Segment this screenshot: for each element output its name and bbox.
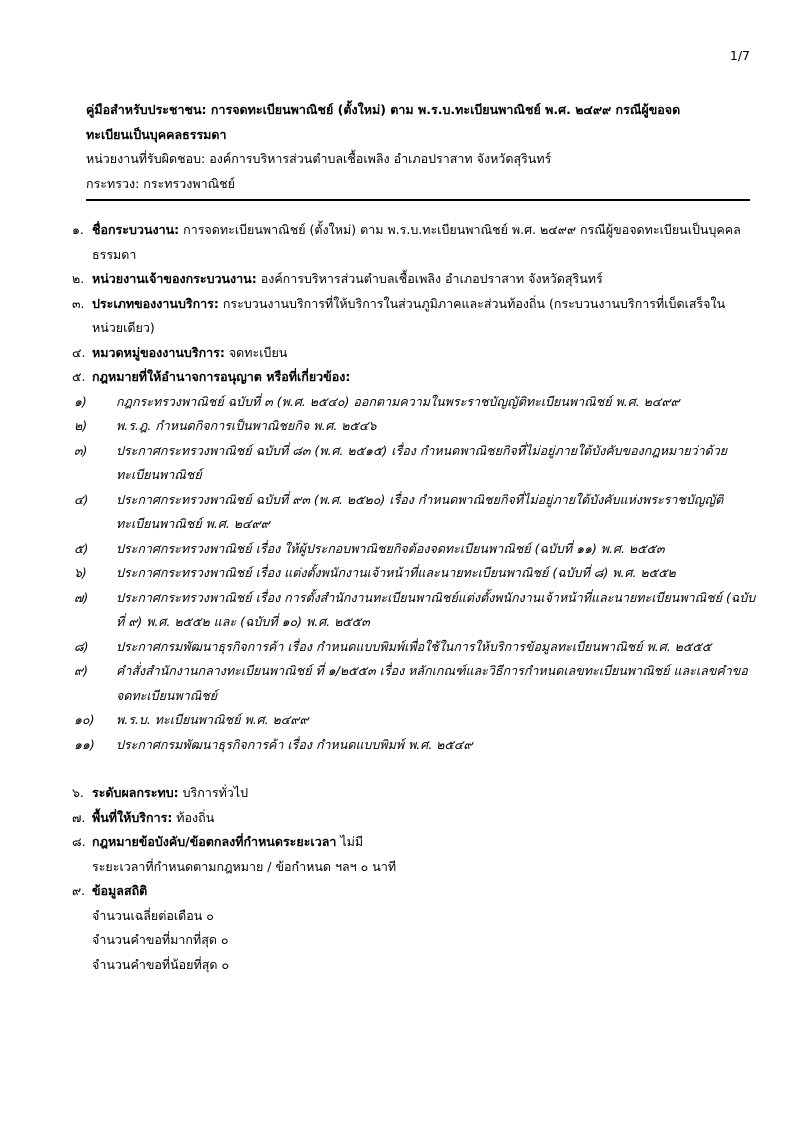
item-number: ๓. [72,295,85,311]
item-number: ๙. [72,883,86,898]
ministry: กระทรวง: กระทรวงพาณิชย์ [86,175,235,191]
law-item [72,390,756,415]
law-item [72,708,756,733]
stat-max: จำนวนคำขอที่มากที่สุด ๐ [92,932,229,947]
page-number: 1/7 [729,48,750,63]
stat-min: จำนวนคำขอที่น้อยที่สุด ๐ [92,956,230,972]
law-number: ๑๐) [74,712,95,727]
law-text: กฎกระทรวงพาณิชย์ ฉบับที่ ๓ (พ.ศ. ๒๕๔๐) ออกตามความในพระราชบัญญัติทะเบียนพาณิชย์ พ.ศ. ๒๔๙๙ [116,393,680,409]
law-number: ๖) [74,565,87,580]
law-text: ประกาศกรมพัฒนาธุรกิจการค้า เรื่อง กำหนดแบบพิมพ์เพื่อใช้ในการให้บริการข้อมูลทะเบียนพาณิชย์ พ.ศ. ๒๕๕๕ [116,638,712,654]
law-list [72,390,756,758]
item-impact-level [72,781,756,806]
item-label: ข้อมูลสถิติ [92,883,148,898]
item-value: จดทะเบียน [224,344,288,360]
law-item [72,439,756,488]
law-number: ๑๑) [74,736,95,752]
law-item [72,488,756,537]
item-number: ๗. [72,809,86,825]
item-owner-agency [72,267,756,292]
spacer [72,757,756,781]
item-related-laws [72,365,756,390]
item-number: ๑. [72,222,84,237]
law-number: ๑) [74,393,87,409]
item-value: องค์การบริหารส่วนตำบลเชื้อเพลิง อำเภอปราสาท จังหวัดสุรินทร์ [256,271,603,286]
item-number: ๒. [72,271,85,286]
law-item [72,659,756,708]
header-divider [86,199,750,201]
law-item [72,561,756,586]
item-label: ระดับผลกระทบ: [92,785,179,800]
item-value: บริการทั่วไป [178,785,249,800]
item-value: ไม่มี [336,834,364,849]
item-value: การจดทะเบียนพาณิชย์ (ตั้งใหม่) ตาม พ.ร.บ.ทะเบียนพาณิชย์ พ.ศ. ๒๔๙๙ กรณีผู้ขอจดทะเบียนเป็นบุคคลธรรมดา [92,222,741,262]
law-text: ประกาศกระทรวงพาณิชย์ เรื่อง แต่งตั้งพนักงานเจ้าหน้าที่และนายทะเบียนพาณิชย์ (ฉบับที่ ๘) พ.ศ. ๒๕๕๒ [116,565,676,580]
item-time-regulation [72,830,756,879]
law-text: พ.ร.บ. ทะเบียนพาณิชย์ พ.ศ. ๒๔๙๙ [116,712,309,727]
item-label: กฎหมายข้อบังคับ/ข้อตกลงที่กำหนดระยะเวลา [92,834,337,849]
item-statistics [72,879,756,977]
law-item [72,586,756,635]
law-text: คำสั่งสำนักงานกลางทะเบียนพาณิชย์ ที่ ๑/๒๕๕๓ เรื่อง หลักเกณฑ์และวิธีการกำหนดเลขทะเบียนพาณิชย์ และเลขคำขอจดทะเบียนพาณิชย์ [116,663,748,703]
item-label: หมวดหมู่ของงานบริการ: [92,344,225,360]
law-number: ๓) [74,442,88,458]
law-text: ประกาศกรมพัฒนาธุรกิจการค้า เรื่อง กำหนดแบบพิมพ์ พ.ศ. ๒๕๔๙ [116,736,473,752]
law-text: ประกาศกระทรวงพาณิชย์ เรื่อง ให้ผู้ประกอบพาณิชยกิจต้องจดทะเบียนพาณิชย์ (ฉบับที่ ๑๑) พ.ศ. ๒๕๕๓ [116,540,665,556]
law-number: ๘) [74,638,89,654]
document-title-line-1: คู่มือสำหรับประชาชน: การจดทะเบียนพาณิชย์ (ตั้งใหม่) ตาม พ.ร.บ.ทะเบียนพาณิชย์ พ.ศ. ๒๔๙๙ กรณีผู้ขอจด [86,102,681,117]
law-text: พ.ร.ฎ. กำหนดกิจการเป็นพาณิชยกิจ พ.ศ. ๒๕๔๖ [116,418,377,433]
item-number: ๔. [72,344,86,360]
item-process-name [72,218,756,267]
document-items [72,218,756,977]
legal-duration: ระยะเวลาที่กำหนดตามกฎหมาย / ข้อกำหนด ฯลฯ ๐ นาที [92,858,397,874]
item-label: หน่วยงานเจ้าของกระบวนงาน: [92,271,257,286]
item-label: ชื่อกระบวนงาน: [92,222,180,237]
law-number: ๙) [74,663,89,678]
responsible-agency: หน่วยงานที่รับผิดชอบ: องค์การบริหารส่วนตำบลเชื้อเพลิง อำเภอปราสาท จังหวัดสุรินทร์ [86,151,552,166]
item-label: พื้นที่ให้บริการ: [92,809,173,825]
item-number: ๕. [72,369,86,384]
law-number: ๗) [74,589,89,605]
document-title-line-2: ทะเบียนเป็นบุคคลธรรมดา [86,126,227,142]
law-text: ประกาศกระทรวงพาณิชย์ เรื่อง การตั้งสำนักงานทะเบียนพาณิชย์แต่งตั้งพนักงานเจ้าหน้าที่และนายทะเบียนพาณิชย์ (ฉบับที่ ๙) พ.ศ. ๒๕๕๒ และ (ฉบับที่ ๑๐) พ.ศ. ๒๕๕๓ [116,589,756,629]
law-number: ๒) [74,418,88,433]
item-service-category [72,341,756,366]
item-label: ประเภทของงานบริการ: [92,295,219,311]
item-value: กระบวนงานบริการที่ให้บริการในส่วนภูมิภาคและส่วนท้องถิ่น (กระบวนงานบริการที่เบ็ดเสร็จในหน่วยเดียว) [92,295,726,335]
law-item [72,733,756,758]
law-item [72,635,756,660]
item-label: กฎหมายที่ให้อำนาจการอนุญาต หรือที่เกี่ยวข้อง: [92,369,351,384]
item-number: ๘. [72,834,86,849]
law-number: ๕) [74,540,89,556]
law-text: ประกาศกระทรวงพาณิชย์ ฉบับที่ ๙๓ (พ.ศ. ๒๕๒๐) เรื่อง กำหนดพาณิชยกิจที่ไม่อยู่ภายใต้บังคับแห่งพระราชบัญญัติทะเบียนพาณิชย์ พ.ศ. ๒๔๙๙ [116,491,724,531]
law-number: ๔) [74,491,89,507]
item-service-area [72,806,756,831]
document-header [86,98,750,196]
item-service-type [72,292,756,341]
item-value: ท้องถิ่น [172,809,215,825]
law-item [72,537,756,562]
item-number: ๖. [72,785,84,800]
law-text: ประกาศกระทรวงพาณิชย์ ฉบับที่ ๘๓ (พ.ศ. ๒๕๑๕) เรื่อง กำหนดพาณิชยกิจที่ไม่อยู่ภายใต้บังคับของกฎหมายว่าด้วยทะเบียนพาณิชย์ [116,442,728,482]
stat-average: จำนวนเฉลี่ยต่อเดือน ๐ [92,907,214,923]
law-item [72,414,756,439]
